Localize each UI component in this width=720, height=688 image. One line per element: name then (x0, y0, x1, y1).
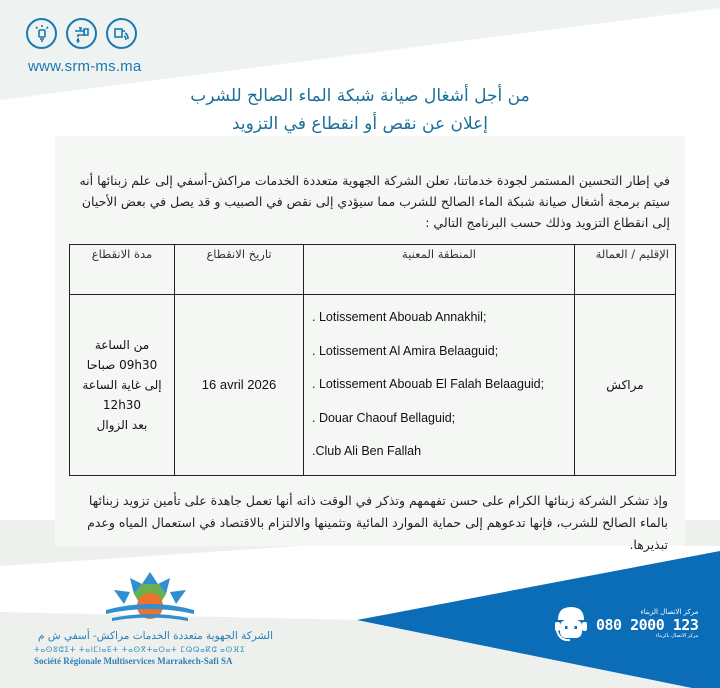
zone-item: . Lotissement Abouab El Falah Belaaguid; (312, 377, 545, 391)
interruption-schedule-table (69, 244, 676, 476)
cell-date: 16 avril 2026 (175, 295, 304, 476)
service-icons (26, 18, 137, 49)
logo-french-name: Société Régionale Multiservices Marrakech-Safi SA (34, 656, 233, 666)
cell-region: مراكش (575, 295, 676, 476)
zone-item: .Club Ali Ben Fallah (312, 444, 422, 458)
customer-hotline (552, 604, 698, 644)
lightbulb-icon (26, 18, 57, 49)
header-region: الإقليم / العمالة (575, 245, 676, 295)
header-duration: مدة الانقطاع (70, 245, 175, 295)
table-row (70, 295, 676, 476)
duration-line: من الساعة 09h30 صباحا (86, 337, 158, 372)
logo-tifinagh-name: ⵜⴰⵙⵓⵛⵉⵜ ⵜⴰⵏⵎⵏⴰⴹⵜ ⵜⴰⵙⴳⵜⴰⵔⴰⵜ ⵎⵕⵕⴰⴽⵛ ⴰⵙⴼⵉ (34, 645, 246, 654)
cell-duration (70, 295, 175, 476)
intro-paragraph: في إطار التحسين المستمر لجودة خدماتنا، تعلن الشركة الجهوية متعددة الخدمات مراكش-أسفي إلى علم زبنائها أنه سيتم برمجة أشغال صيانة شبكة الماء الصالح للشرب مما سيؤدي إلى نقص في الصبيب و قد يصل في بعض الأحيان إلى انقطاع التزويد وذلك حسب البرنامج التالي : (79, 173, 670, 230)
zone-item: . Lotissement Abouab Annakhil; (312, 310, 487, 324)
notice-subtitle: إعلان عن نقص أو انقطاع في التزويد (232, 114, 488, 134)
srm-logo (100, 570, 200, 630)
logo-arabic-name: الشركة الجهوية متعددة الخدمات مراكش- أسفي ش م (37, 630, 273, 642)
hotline-subtitle: مركز الاتصال بالزبناء (655, 633, 699, 639)
duration-line: إلى غاية الساعة 12h30 (82, 377, 162, 412)
electric-meter-icon (106, 18, 137, 49)
duration-line: بعد الزوال (96, 417, 148, 432)
header-date: تاريخ الانقطاع (175, 245, 304, 295)
table-header-row (70, 245, 676, 295)
closing-paragraph: وإذ تشكر الشركة زبنائها الكرام على حسن تفهمهم وتذكر في الوقت ذاته أنها تعمل جاهدة على تأمين تزويد زبنائها بالماء الصالح للشرب، فإنها تدعوهم إلى حماية الموارد المائية وتثمينها والالتزام بالاقتصاد في استعمال المياه وعدم تبذيرها. (87, 493, 668, 552)
zone-item: . Douar Chaouf Bellaguid; (312, 410, 456, 425)
call-center-agent-icon (552, 604, 590, 644)
cell-zones (304, 295, 575, 476)
hotline-label: مركز الاتصال الزبناء (640, 608, 699, 616)
header-background (0, 0, 720, 100)
hotline-number[interactable]: 080 2000 123 (596, 616, 699, 634)
water-tap-icon (66, 18, 97, 49)
zone-item: . Lotissement Al Amira Belaaguid; (312, 343, 499, 358)
header-zone: المنطقة المعنية (304, 245, 575, 295)
notice-title: من أجل أشغال صيانة شبكة الماء الصالح للشرب (190, 86, 530, 106)
website-url[interactable]: www.srm-ms.ma (28, 58, 142, 75)
